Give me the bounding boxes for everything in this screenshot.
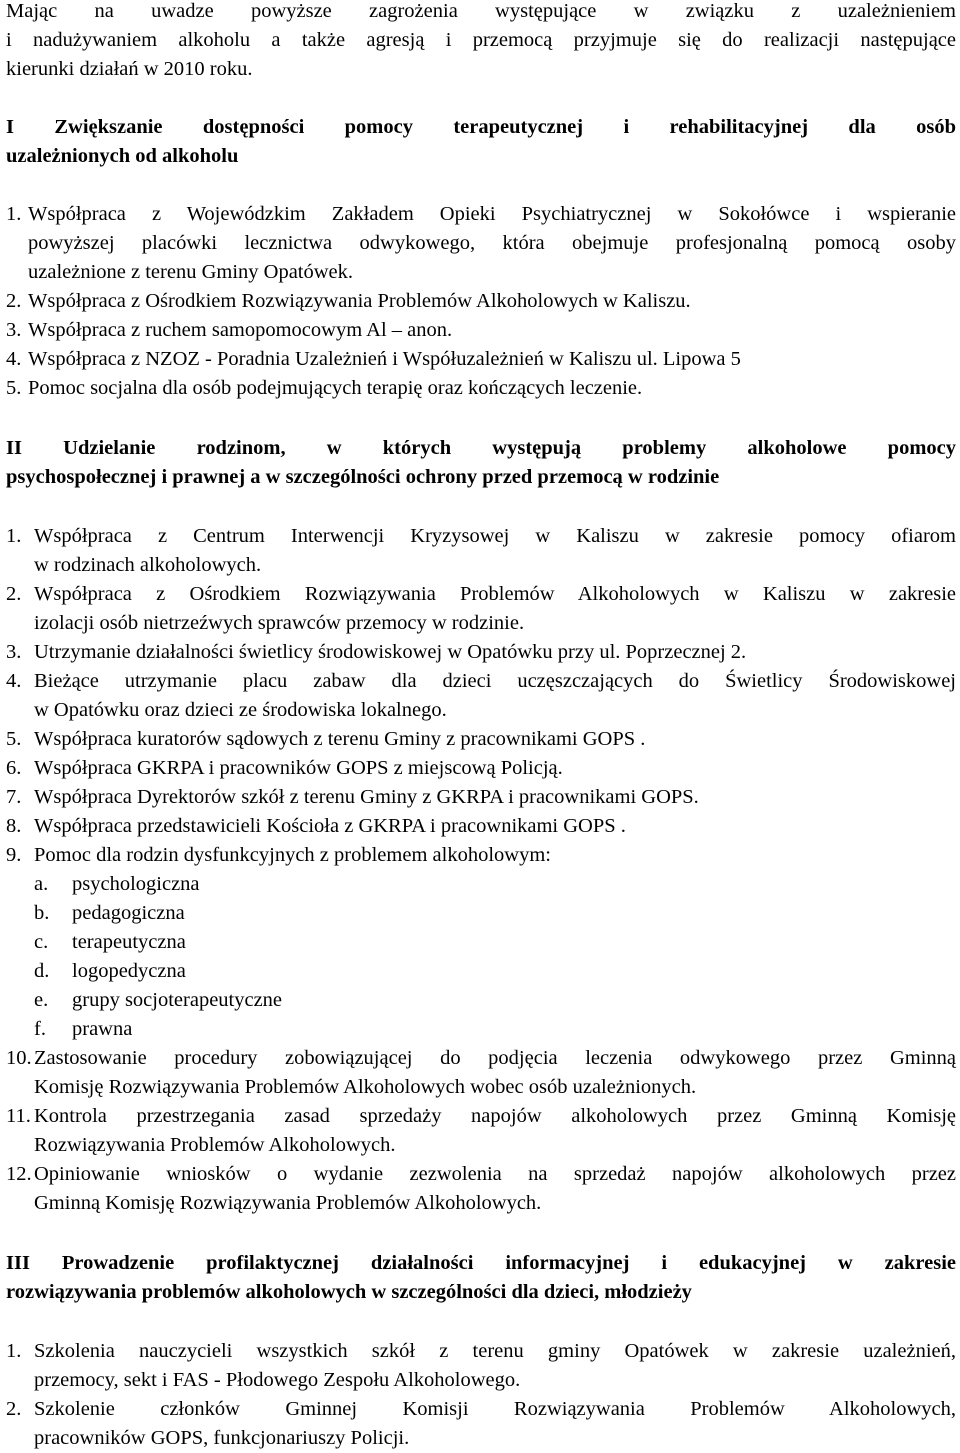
list-item xyxy=(6,316,956,345)
intro-line: Mając na uwadze powyższe zagrożenia występujące w związku z uzależnieniem xyxy=(6,0,956,22)
item-number: 11. xyxy=(6,1105,31,1127)
sub-item-text: logopedyczna xyxy=(72,960,186,982)
intro-line: i nadużywaniem alkoholu a także agresją i przemocą przyjmuje się do realizacji następujące xyxy=(6,29,956,51)
item-line: Pomoc socjalna dla osób podejmujących terapię oraz kończących leczenie. xyxy=(28,377,643,399)
item-line: przemocy, sekt i FAS - Płodowego Zespołu Alkoholowego. xyxy=(34,1369,521,1391)
item-number: 1. xyxy=(6,525,22,547)
item-line: Współpraca z Wojewódzkim Zakładem Opieki Psychiatrycznej w Sokołówce i wspieranie xyxy=(28,203,956,225)
item-number: 5. xyxy=(6,728,22,750)
item-number: 2. xyxy=(6,1398,22,1420)
list-item xyxy=(6,345,956,374)
section-1-list xyxy=(6,200,956,403)
list-item xyxy=(6,725,956,754)
sub-item-text: prawna xyxy=(72,1018,133,1040)
item-number: 2. xyxy=(6,290,22,312)
section-2-list-continued xyxy=(6,1044,956,1218)
item-line: Współpraca z Ośrodkiem Rozwiązywania Problemów Alkoholowych w Kaliszu. xyxy=(28,290,691,312)
list-item xyxy=(6,783,956,812)
sub-list-item xyxy=(6,870,956,899)
list-item xyxy=(6,638,956,667)
sub-list-item xyxy=(6,1015,956,1044)
item-number: 1. xyxy=(6,203,22,225)
item-line: Zastosowanie procedury zobowiązującej do podjęcia leczenia odwykowego przez Gminną xyxy=(34,1047,956,1069)
section-2-list xyxy=(6,522,956,870)
list-item xyxy=(6,1395,956,1453)
sub-list xyxy=(6,870,956,1044)
item-line: Szkolenia nauczycieli wszystkich szkół z terenu gminy Opatówek w zakresie uzależnień, xyxy=(34,1340,956,1362)
section-1-heading xyxy=(6,113,956,171)
item-line: Współpraca z Centrum Interwencji Kryzysowej w Kaliszu w zakresie pomocy ofiarom xyxy=(34,525,956,547)
item-line: Szkolenie członków Gminnej Komisji Rozwiązywania Problemów Alkoholowych, xyxy=(34,1398,956,1420)
item-number: 10. xyxy=(6,1047,32,1069)
item-number: 4. xyxy=(6,670,22,692)
sub-item-letter: d. xyxy=(34,960,50,982)
item-line: w rodzinach alkoholowych. xyxy=(34,554,262,576)
heading-line: III Prowadzenie profilaktycznej działalności informacyjnej i edukacyjnej w zakresie xyxy=(6,1252,956,1274)
sub-list-item xyxy=(6,928,956,957)
sub-item-text: psychologiczna xyxy=(72,873,200,895)
item-line: Współpraca GKRPA i pracowników GOPS z miejscową Policją. xyxy=(34,757,563,779)
item-line: Komisję Rozwiązywania Problemów Alkoholowych wobec osób uzależnionych. xyxy=(34,1076,697,1098)
list-item xyxy=(6,754,956,783)
item-number: 9. xyxy=(6,844,22,866)
item-line: Współpraca kuratorów sądowych z terenu Gminy z pracownikami GOPS . xyxy=(34,728,646,750)
item-line: uzależnione z terenu Gminy Opatówek. xyxy=(28,261,354,283)
list-item xyxy=(6,200,956,287)
intro-line: kierunki działań w 2010 roku. xyxy=(6,58,253,80)
item-line: Gminną Komisję Rozwiązywania Problemów Alkoholowych. xyxy=(34,1192,542,1214)
item-line: Współpraca Dyrektorów szkół z terenu Gminy z GKRPA i pracownikami GOPS. xyxy=(34,786,699,808)
item-line: w Opatówku oraz dzieci ze środowiska lokalnego. xyxy=(34,699,447,721)
item-line: Współpraca z Ośrodkiem Rozwiązywania Problemów Alkoholowych w Kaliszu w zakresie xyxy=(34,583,956,605)
item-number: 6. xyxy=(6,757,22,779)
item-line: Bieżące utrzymanie placu zabaw dla dzieci uczęszczających do Świetlicy Środowiskowej xyxy=(34,670,956,692)
heading-line: rozwiązywania problemów alkoholowych w szczególności dla dzieci, młodzieży xyxy=(6,1281,692,1303)
list-item xyxy=(6,667,956,725)
sub-item-letter: e. xyxy=(34,989,49,1011)
item-number: 4. xyxy=(6,348,22,370)
item-line: Współpraca z ruchem samopomocowym Al – anon. xyxy=(28,319,453,341)
list-item xyxy=(6,1102,956,1160)
list-item xyxy=(6,1160,956,1218)
item-number: 12. xyxy=(6,1163,32,1185)
item-line: izolacji osób nietrzeźwych sprawców przemocy w rodzinie. xyxy=(34,612,525,634)
item-number: 1. xyxy=(6,1340,22,1362)
item-number: 3. xyxy=(6,319,22,341)
item-line: Współpraca przedstawicieli Kościoła z GKRPA i pracownikami GOPS . xyxy=(34,815,626,837)
heading-line: I Zwiększanie dostępności pomocy terapeutycznej i rehabilitacyjnej dla osób xyxy=(6,116,956,138)
list-item xyxy=(6,522,956,580)
list-item xyxy=(6,841,956,870)
sub-item-text: pedagogiczna xyxy=(72,902,185,924)
list-item xyxy=(6,1337,956,1395)
item-line: Utrzymanie działalności świetlicy środowiskowej w Opatówku przy ul. Poprzecznej 2. xyxy=(34,641,747,663)
sub-list-item xyxy=(6,899,956,928)
section-3-heading xyxy=(6,1249,956,1307)
item-number: 5. xyxy=(6,377,22,399)
item-line: Opiniowanie wniosków o wydanie zezwolenia na sprzedaż napojów alkoholowych przez xyxy=(34,1163,956,1185)
section-2-heading xyxy=(6,434,956,492)
sub-item-letter: c. xyxy=(34,931,49,953)
sub-item-letter: f. xyxy=(34,1018,46,1040)
list-item xyxy=(6,1044,956,1102)
heading-line: II Udzielanie rodzinom, w których występują problemy alkoholowe pomocy xyxy=(6,437,956,459)
list-item xyxy=(6,287,956,316)
item-number: 8. xyxy=(6,815,22,837)
item-line: pracowników GOPS, funkcjonariuszy Policji. xyxy=(34,1427,410,1449)
item-line: Rozwiązywania Problemów Alkoholowych. xyxy=(34,1134,396,1156)
item-number: 2. xyxy=(6,583,22,605)
item-line: Kontrola przestrzegania zasad sprzedaży napojów alkoholowych przez Gminną Komisję xyxy=(34,1105,956,1127)
sub-item-letter: a. xyxy=(34,873,49,895)
sub-item-text: terapeutyczna xyxy=(72,931,186,953)
sub-item-letter: b. xyxy=(34,902,50,924)
list-item xyxy=(6,812,956,841)
section-3-list xyxy=(6,1337,956,1453)
item-number: 3. xyxy=(6,641,22,663)
list-item xyxy=(6,580,956,638)
item-line: Pomoc dla rodzin dysfunkcyjnych z problemem alkoholowym: xyxy=(34,844,551,866)
intro-paragraph xyxy=(6,0,956,84)
item-line: Współpraca z NZOZ - Poradnia Uzależnień i Współuzależnień w Kaliszu ul. Lipowa 5 xyxy=(28,348,741,370)
sub-list-item xyxy=(6,957,956,986)
item-line: powyższej placówki lecznictwa odwykowego, która obejmuje profesjonalną pomocą osoby xyxy=(28,232,956,254)
list-item xyxy=(6,374,956,403)
item-number: 7. xyxy=(6,786,22,808)
heading-line: uzależnionych od alkoholu xyxy=(6,145,239,167)
heading-line: psychospołecznej i prawnej a w szczególności ochrony przed przemocą w rodzinie xyxy=(6,466,720,488)
sub-list-item xyxy=(6,986,956,1015)
sub-item-text: grupy socjoterapeutyczne xyxy=(72,989,283,1011)
